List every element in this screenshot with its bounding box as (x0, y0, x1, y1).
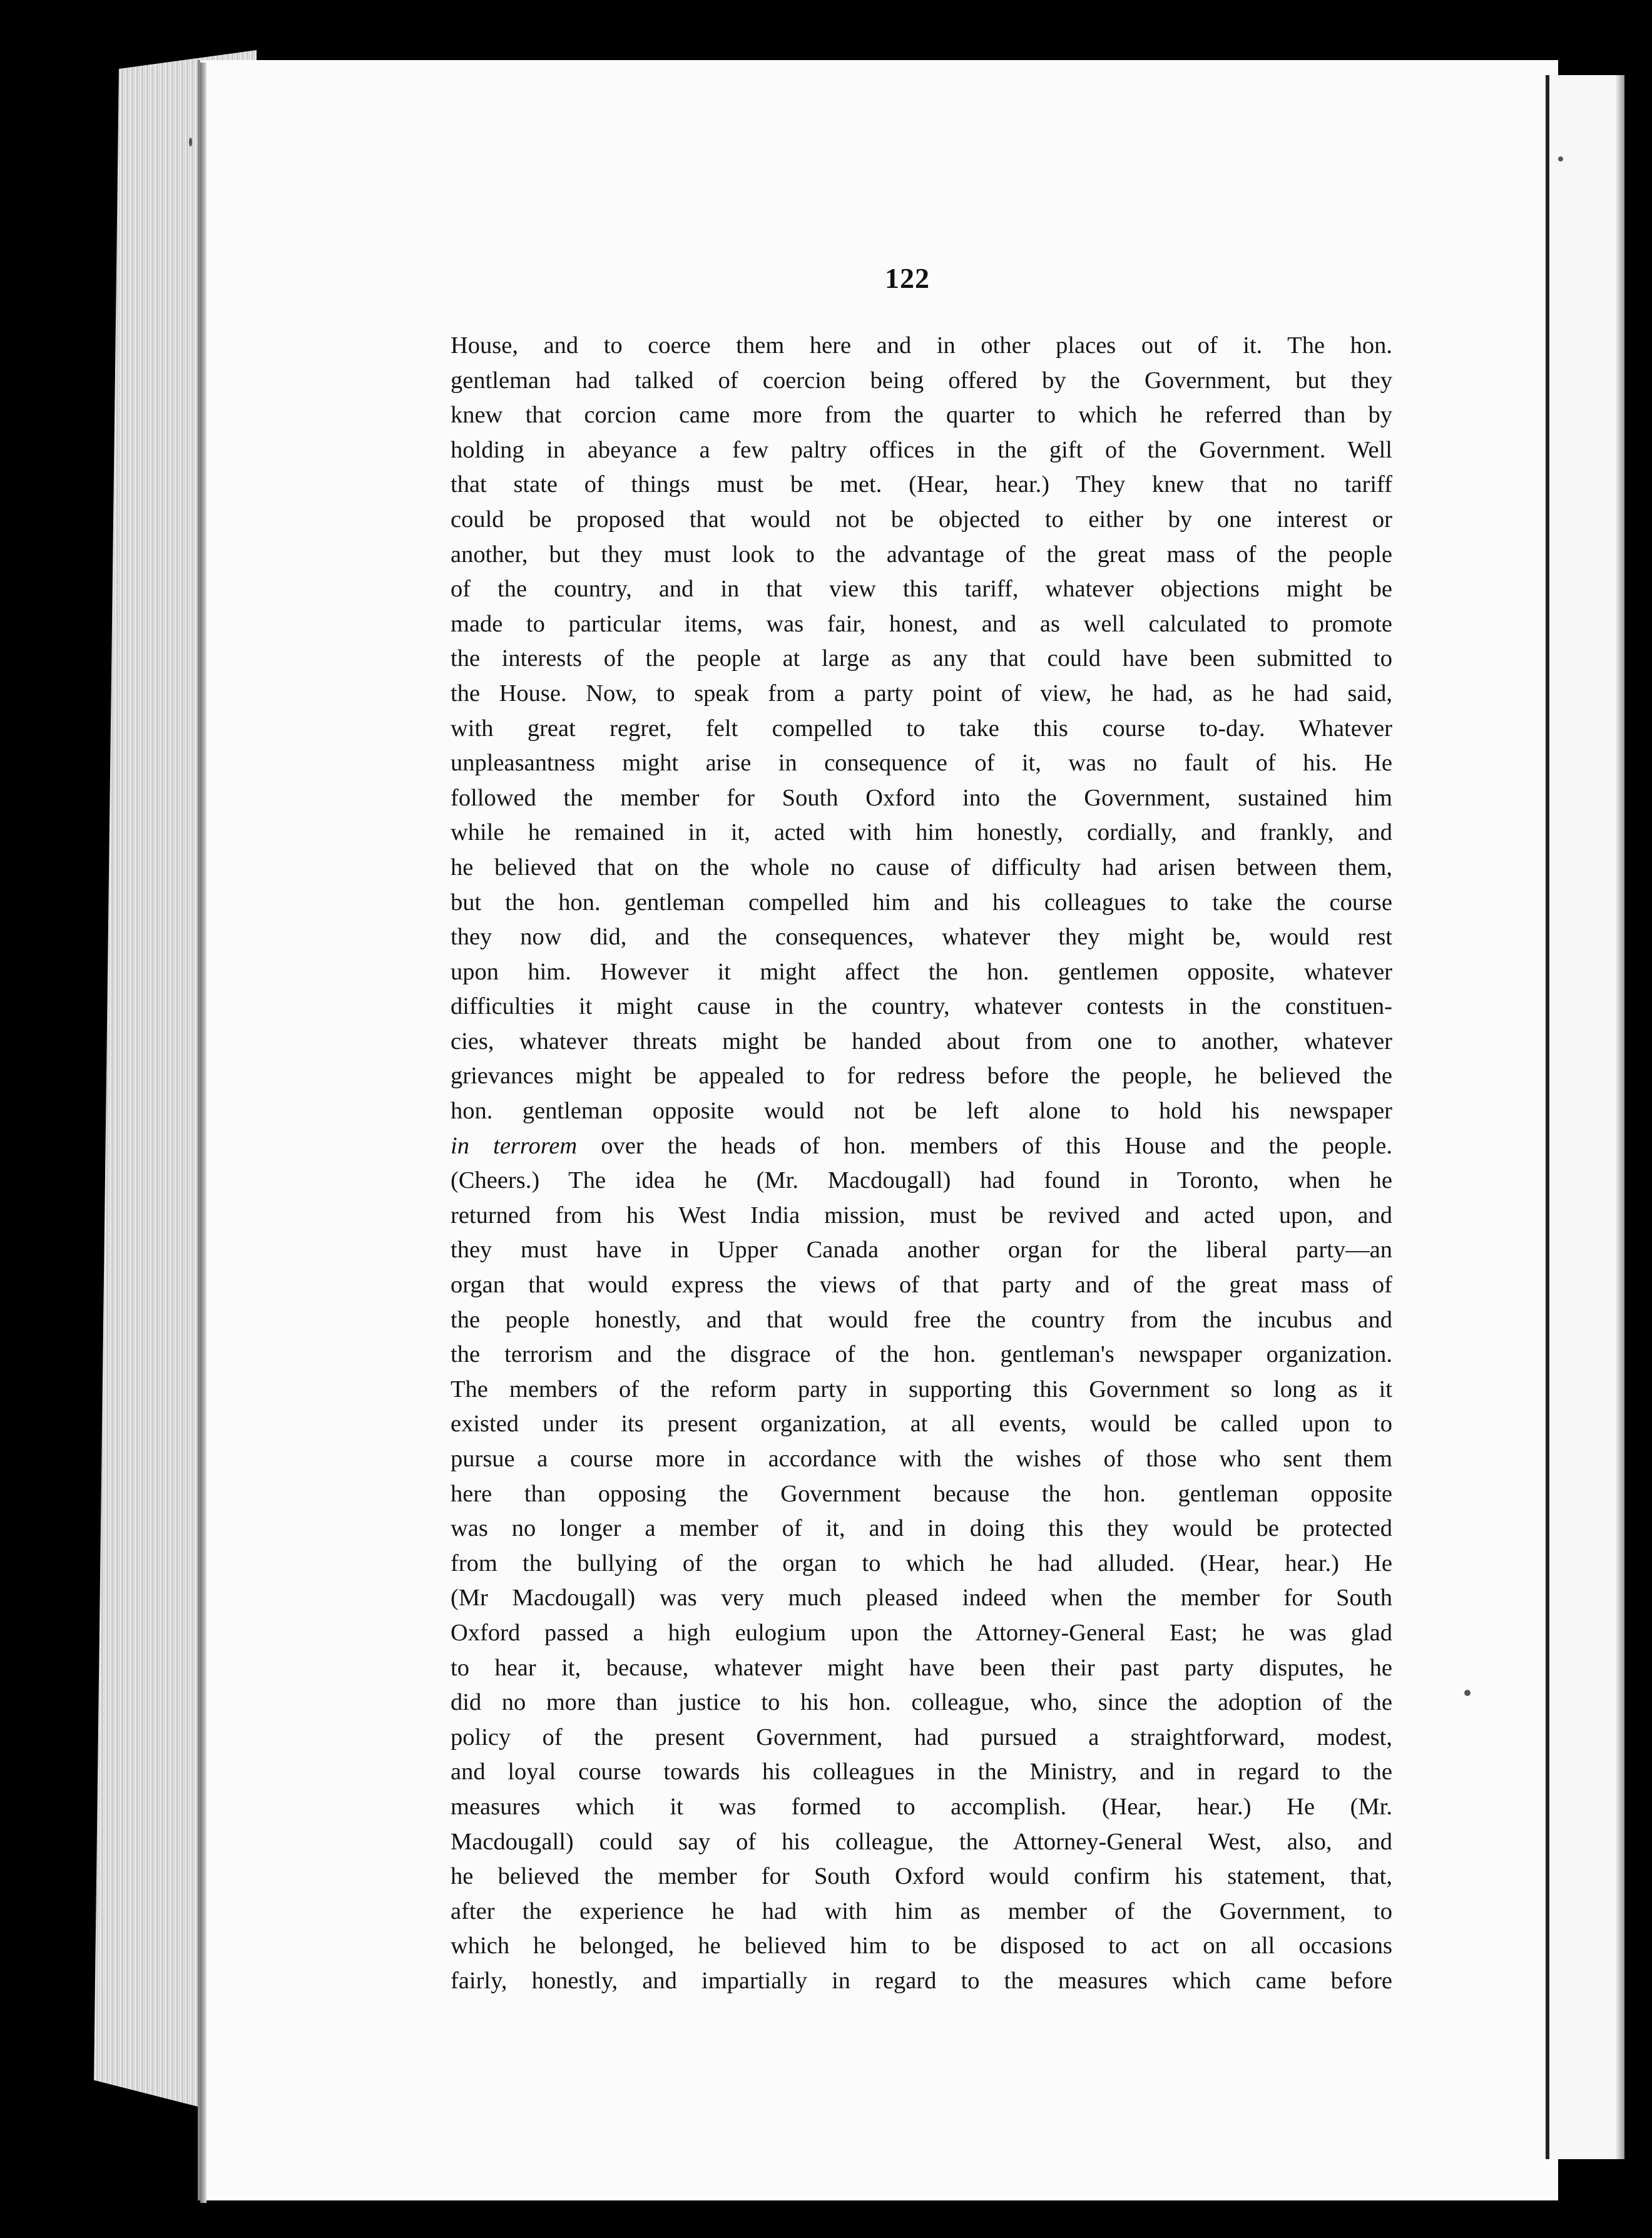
text-line: The members of the reform party in supporting this Government so long as it (451, 1376, 1392, 1403)
text-line: measures which it was formed to accomplish. (Hear, hear.) He (Mr. (451, 1793, 1392, 1820)
scan-speck (1464, 1690, 1471, 1696)
text-line: unpleasantness might arise in consequence of it, was no fault of his. He (451, 750, 1392, 777)
text-line: (Mr Macdougall) was very much pleased indeed when the member for South (451, 1585, 1392, 1612)
text-line: holding in abeyance a few paltry offices in the gift of the Government. Well (451, 436, 1392, 463)
text-line: grievances might be appealed to for redress before the people, he believed the (451, 1063, 1392, 1090)
text-line: another, but they must look to the advantage of the great mass of the people (451, 541, 1392, 568)
text-line: after the experience he had with him as member of the Government, to (451, 1898, 1392, 1924)
text-line: that state of things must be met. (Hear, hear.) They knew that no tariff (451, 471, 1392, 498)
text-line: of the country, and in that view this tariff, whatever objections might be (451, 576, 1392, 603)
text-line: they now did, and the consequences, whatever they might be, would rest (451, 924, 1392, 951)
text-line: organ that would express the views of that party and of the great mass of (451, 1272, 1392, 1299)
text-line: upon him. However it might affect the hon. gentlemen opposite, whatever (451, 958, 1392, 985)
facing-page-edge (1546, 75, 1624, 2159)
text-line: Oxford passed a high eulogium upon the Attorney-General East; he was glad (451, 1619, 1392, 1646)
text-line: while he remained in it, acted with him honestly, cordially, and frankly, and (451, 819, 1392, 846)
text-line: he believed the member for South Oxford would confirm his statement, that, (451, 1863, 1392, 1890)
text-line: and loyal course towards his colleagues in the Ministry, and in regard to the (451, 1759, 1392, 1786)
text-line: the interests of the people at large as any that could have been submitted to (451, 645, 1392, 672)
text-line: did no more than justice to his hon. colleague, who, since the adoption of the (451, 1689, 1392, 1716)
text-line: pursue a course more in accordance with the wishes of those who sent them (451, 1446, 1392, 1472)
text-line: here than opposing the Government because the hon. gentleman opposite (451, 1480, 1392, 1507)
text-line: from the bullying of the organ to which he had alluded. (Hear, hear.) He (451, 1550, 1392, 1576)
page-number: 122 (885, 262, 930, 294)
text-line: gentleman had talked of coercion being offered by the Government, but they (451, 367, 1392, 394)
page-gutter (200, 63, 206, 2203)
text-line: the House. Now, to speak from a party point of view, he had, as he had said, (451, 680, 1392, 707)
text-line: the people honestly, and that would free the country from the incubus and (451, 1306, 1392, 1333)
text-line: cies, whatever threats might be handed about from one to another, whatever (451, 1028, 1392, 1055)
text-line: existed under its present organization, at all events, would be called upon to (451, 1411, 1392, 1438)
text-line: in terrorem over the heads of hon. members of this House and the people. (451, 1132, 1392, 1159)
text-line: was no longer a member of it, and in doing this they would be protected (451, 1515, 1392, 1542)
text-line: with great regret, felt compelled to take this course to-day. Whatever (451, 715, 1392, 742)
text-line: House, and to coerce them here and in other places out of it. The hon. (451, 332, 1392, 359)
text-line: knew that corcion came more from the quarter to which he referred than by (451, 402, 1392, 429)
text-line: which he belonged, he believed him to be disposed to act on all occasions (451, 1933, 1392, 1960)
text-line: followed the member for South Oxford into the Government, sustained him (451, 784, 1392, 811)
scan-speck (1558, 156, 1563, 161)
text-line: to hear it, because, whatever might have been their past party disputes, he (451, 1654, 1392, 1681)
text-line: the terrorism and the disgrace of the hon. gentleman's newspaper organization. (451, 1341, 1392, 1368)
text-line: made to particular items, was fair, honest, and as well calculated to promote (451, 610, 1392, 637)
text-line: (Cheers.) The idea he (Mr. Macdougall) had found in Toronto, when he (451, 1167, 1392, 1194)
text-line: could be proposed that would not be objected to either by one interest or (451, 506, 1392, 533)
text-line: but the hon. gentleman compelled him and his colleagues to take the course (451, 889, 1392, 916)
text-line: policy of the present Government, had pursued a straightforward, modest, (451, 1724, 1392, 1750)
text-line: they must have in Upper Canada another organ for the liberal party—an (451, 1237, 1392, 1264)
text-line: difficulties it might cause in the country, whatever contests in the constituen- (451, 993, 1392, 1020)
text-line: Macdougall) could say of his colleague, the Attorney-General West, also, and (451, 1828, 1392, 1855)
text-line: hon. gentleman opposite would not be left alone to hold his newspaper (451, 1098, 1392, 1125)
scan-speck (189, 138, 192, 146)
text-line: fairly, honestly, and impartially in regard to the measures which came before (451, 1967, 1392, 1994)
text-line: returned from his West India mission, must be revived and acted upon, and (451, 1202, 1392, 1229)
text-line: he believed that on the whole no cause of difficulty had arisen between them, (451, 854, 1392, 881)
body-text (451, 329, 1392, 1999)
